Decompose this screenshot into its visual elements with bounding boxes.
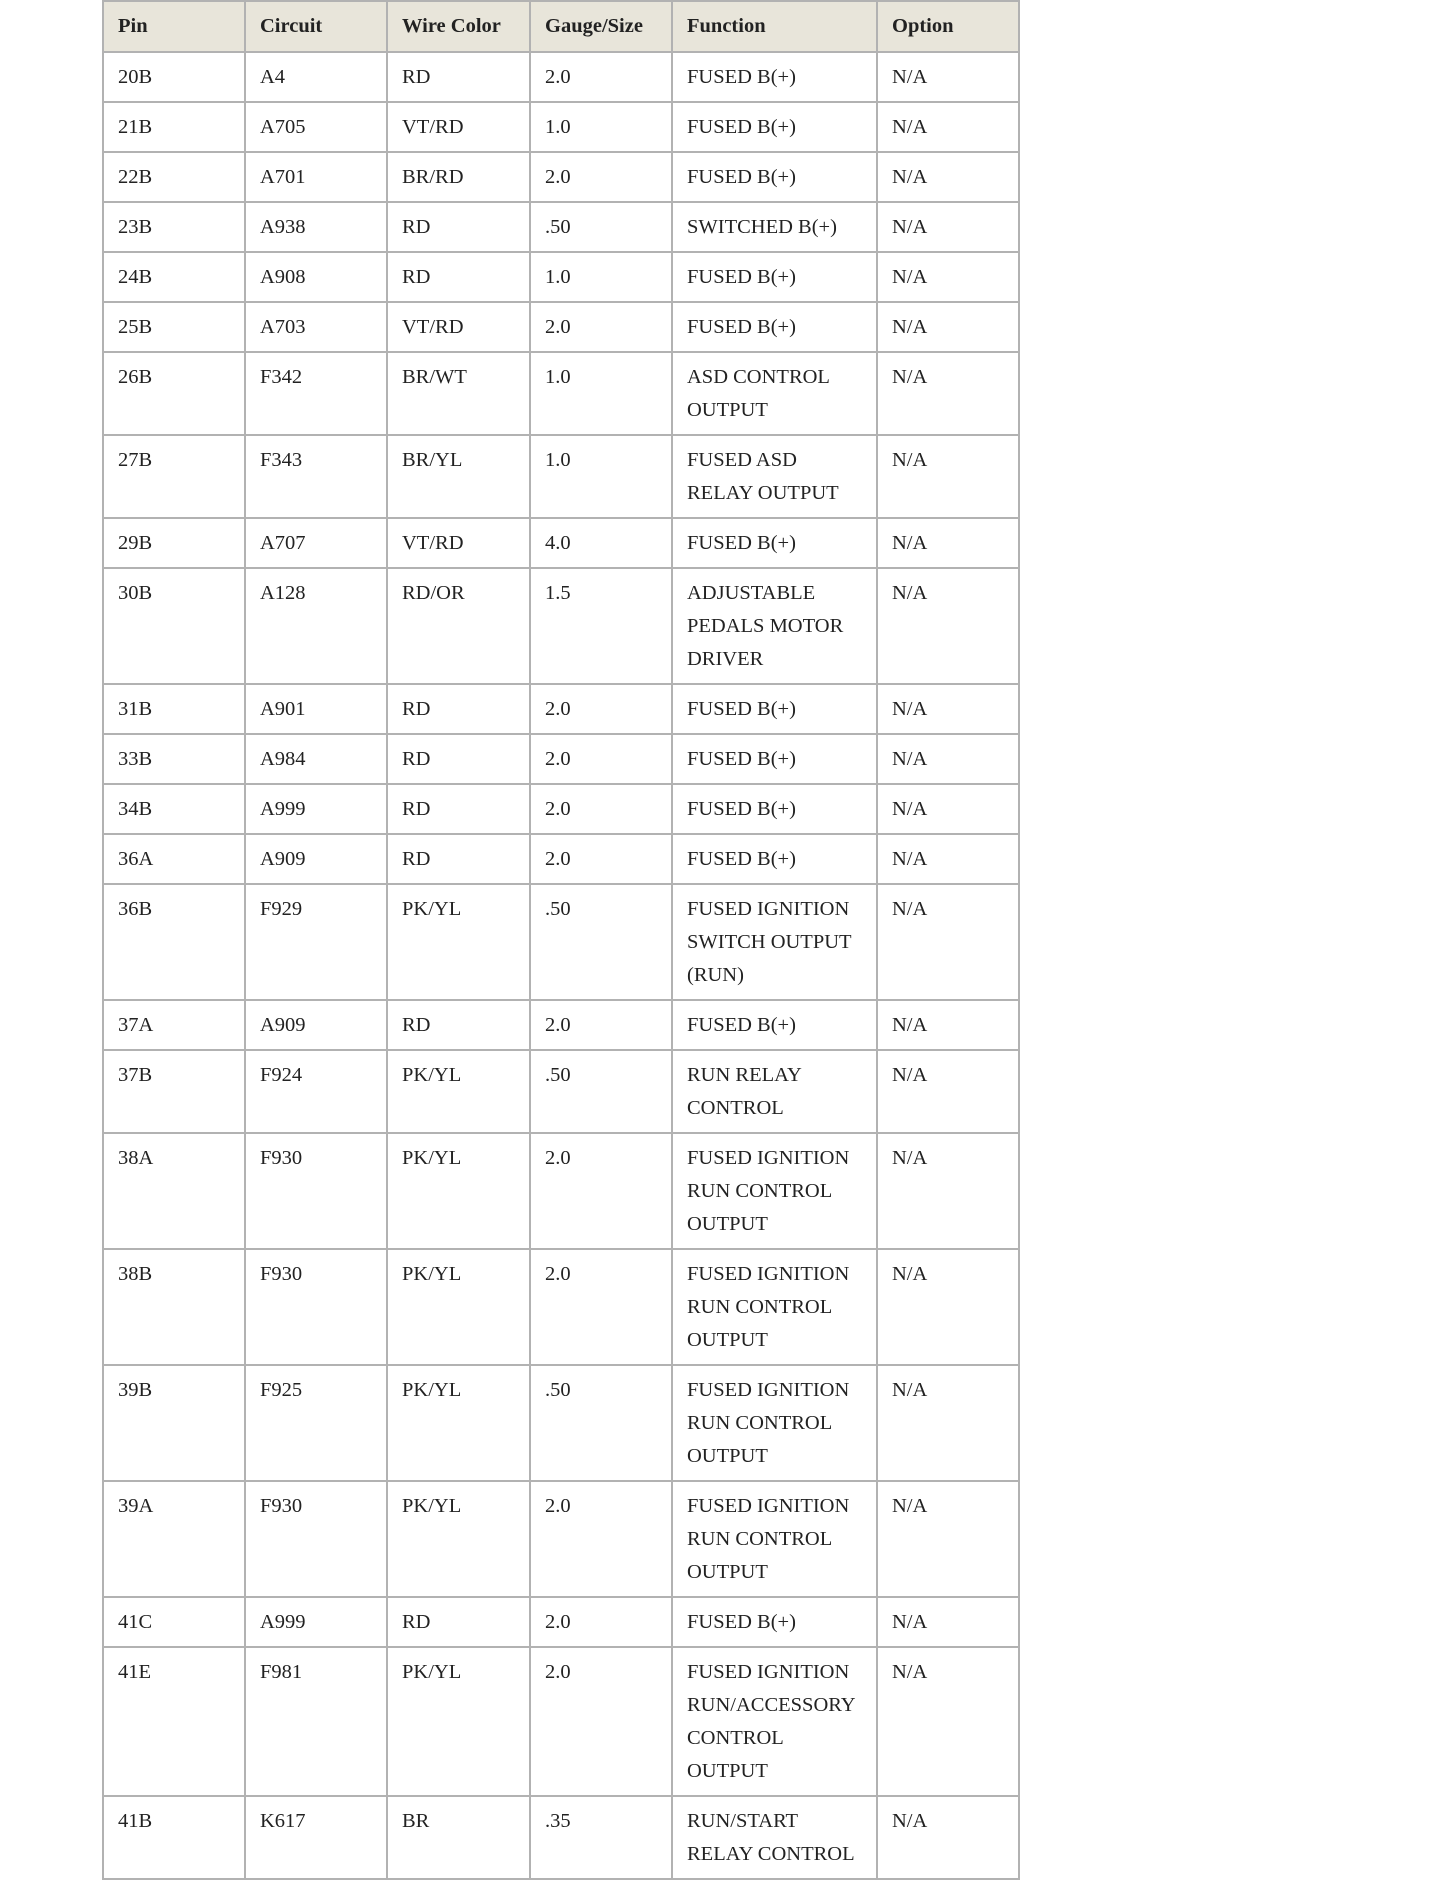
cell-function: FUSED IGNITION RUN CONTROL OUTPUT (672, 1481, 877, 1597)
header-function: Function (672, 1, 877, 52)
cell-function: FUSED B(+) (672, 252, 877, 302)
cell-circuit: A701 (245, 152, 387, 202)
cell-circuit: A909 (245, 1000, 387, 1050)
table-header (103, 1, 1019, 52)
cell-gauge-size: 1.5 (530, 568, 672, 684)
cell-option: N/A (877, 1796, 1019, 1879)
table-row (103, 1597, 1019, 1647)
table-row (103, 1133, 1019, 1249)
cell-wire-color: RD (387, 202, 530, 252)
cell-circuit: F342 (245, 352, 387, 435)
cell-gauge-size: 2.0 (530, 834, 672, 884)
cell-pin: 39A (103, 1481, 245, 1597)
cell-wire-color: PK/YL (387, 1249, 530, 1365)
header-gauge-size: Gauge/Size (530, 1, 672, 52)
table-row (103, 1050, 1019, 1133)
cell-wire-color: RD (387, 834, 530, 884)
cell-function: FUSED B(+) (672, 152, 877, 202)
table-row (103, 202, 1019, 252)
cell-wire-color: BR/RD (387, 152, 530, 202)
cell-function: FUSED B(+) (672, 684, 877, 734)
cell-option: N/A (877, 202, 1019, 252)
cell-gauge-size: .50 (530, 1050, 672, 1133)
cell-option: N/A (877, 1481, 1019, 1597)
cell-option: N/A (877, 1050, 1019, 1133)
cell-option: N/A (877, 302, 1019, 352)
cell-circuit: A901 (245, 684, 387, 734)
connector-pinout-table (102, 0, 1020, 1880)
cell-pin: 37A (103, 1000, 245, 1050)
cell-circuit: F930 (245, 1481, 387, 1597)
cell-circuit: F981 (245, 1647, 387, 1796)
header-wire-color: Wire Color (387, 1, 530, 52)
cell-pin: 20B (103, 52, 245, 102)
cell-option: N/A (877, 1000, 1019, 1050)
cell-gauge-size: 1.0 (530, 352, 672, 435)
cell-pin: 41E (103, 1647, 245, 1796)
cell-function: ADJUSTABLE PEDALS MOTOR DRIVER (672, 568, 877, 684)
cell-wire-color: BR (387, 1796, 530, 1879)
cell-wire-color: PK/YL (387, 1133, 530, 1249)
cell-pin: 27B (103, 435, 245, 518)
cell-function: FUSED IGNITION RUN/ACCESSORY CONTROL OUTPUT (672, 1647, 877, 1796)
cell-function: FUSED B(+) (672, 734, 877, 784)
cell-wire-color: RD (387, 52, 530, 102)
cell-function: FUSED B(+) (672, 52, 877, 102)
cell-wire-color: BR/WT (387, 352, 530, 435)
cell-function: FUSED B(+) (672, 1000, 877, 1050)
cell-circuit: K617 (245, 1796, 387, 1879)
cell-option: N/A (877, 734, 1019, 784)
cell-wire-color: RD/OR (387, 568, 530, 684)
cell-pin: 38B (103, 1249, 245, 1365)
table-row (103, 52, 1019, 102)
cell-pin: 36B (103, 884, 245, 1000)
cell-circuit: A705 (245, 102, 387, 152)
cell-circuit: A999 (245, 1597, 387, 1647)
cell-option: N/A (877, 884, 1019, 1000)
cell-function: FUSED IGNITION RUN CONTROL OUTPUT (672, 1365, 877, 1481)
cell-gauge-size: 2.0 (530, 1133, 672, 1249)
table-row (103, 1796, 1019, 1879)
cell-wire-color: PK/YL (387, 1365, 530, 1481)
cell-circuit: F929 (245, 884, 387, 1000)
connector-pinout-table-container (102, 0, 1018, 1880)
cell-option: N/A (877, 1365, 1019, 1481)
cell-pin: 23B (103, 202, 245, 252)
table-row (103, 784, 1019, 834)
cell-option: N/A (877, 102, 1019, 152)
cell-gauge-size: 1.0 (530, 435, 672, 518)
cell-option: N/A (877, 518, 1019, 568)
table-row (103, 152, 1019, 202)
cell-function: FUSED B(+) (672, 102, 877, 152)
cell-circuit: A909 (245, 834, 387, 884)
cell-wire-color: PK/YL (387, 1481, 530, 1597)
cell-pin: 25B (103, 302, 245, 352)
cell-wire-color: RD (387, 684, 530, 734)
cell-pin: 26B (103, 352, 245, 435)
table-body (103, 52, 1019, 1879)
cell-pin: 41B (103, 1796, 245, 1879)
cell-pin: 37B (103, 1050, 245, 1133)
table-row (103, 1000, 1019, 1050)
cell-circuit: A707 (245, 518, 387, 568)
table-row (103, 1647, 1019, 1796)
cell-wire-color: PK/YL (387, 1050, 530, 1133)
cell-gauge-size: 1.0 (530, 252, 672, 302)
table-row (103, 252, 1019, 302)
cell-option: N/A (877, 252, 1019, 302)
cell-function: RUN/START RELAY CONTROL (672, 1796, 877, 1879)
cell-wire-color: VT/RD (387, 302, 530, 352)
cell-pin: 29B (103, 518, 245, 568)
cell-option: N/A (877, 435, 1019, 518)
cell-function: FUSED IGNITION RUN CONTROL OUTPUT (672, 1133, 877, 1249)
table-row (103, 352, 1019, 435)
cell-option: N/A (877, 1249, 1019, 1365)
cell-pin: 21B (103, 102, 245, 152)
cell-pin: 33B (103, 734, 245, 784)
cell-function: FUSED B(+) (672, 518, 877, 568)
table-row (103, 102, 1019, 152)
table-row (103, 518, 1019, 568)
cell-pin: 30B (103, 568, 245, 684)
table-row (103, 884, 1019, 1000)
table-header-row (103, 1, 1019, 52)
cell-wire-color: RD (387, 784, 530, 834)
cell-gauge-size: 2.0 (530, 784, 672, 834)
table-row (103, 734, 1019, 784)
cell-function: FUSED B(+) (672, 834, 877, 884)
cell-wire-color: PK/YL (387, 1647, 530, 1796)
cell-pin: 24B (103, 252, 245, 302)
cell-circuit: A128 (245, 568, 387, 684)
cell-option: N/A (877, 834, 1019, 884)
cell-gauge-size: 4.0 (530, 518, 672, 568)
cell-gauge-size: 2.0 (530, 1000, 672, 1050)
cell-gauge-size: 1.0 (530, 102, 672, 152)
cell-option: N/A (877, 152, 1019, 202)
cell-pin: 22B (103, 152, 245, 202)
cell-pin: 34B (103, 784, 245, 834)
cell-option: N/A (877, 52, 1019, 102)
table-row (103, 568, 1019, 684)
cell-pin: 39B (103, 1365, 245, 1481)
cell-gauge-size: 2.0 (530, 1249, 672, 1365)
cell-wire-color: RD (387, 1597, 530, 1647)
cell-wire-color: PK/YL (387, 884, 530, 1000)
cell-function: FUSED ASD RELAY OUTPUT (672, 435, 877, 518)
cell-circuit: A703 (245, 302, 387, 352)
table-row (103, 1249, 1019, 1365)
cell-function: FUSED B(+) (672, 302, 877, 352)
cell-circuit: A999 (245, 784, 387, 834)
cell-wire-color: RD (387, 252, 530, 302)
cell-gauge-size: .50 (530, 1365, 672, 1481)
cell-gauge-size: 2.0 (530, 1481, 672, 1597)
header-pin: Pin (103, 1, 245, 52)
cell-gauge-size: .50 (530, 884, 672, 1000)
cell-wire-color: VT/RD (387, 518, 530, 568)
cell-gauge-size: 2.0 (530, 152, 672, 202)
cell-function: FUSED IGNITION RUN CONTROL OUTPUT (672, 1249, 877, 1365)
cell-function: FUSED B(+) (672, 784, 877, 834)
cell-function: SWITCHED B(+) (672, 202, 877, 252)
header-circuit: Circuit (245, 1, 387, 52)
cell-option: N/A (877, 784, 1019, 834)
table-row (103, 435, 1019, 518)
cell-gauge-size: .35 (530, 1796, 672, 1879)
cell-circuit: F924 (245, 1050, 387, 1133)
cell-function: FUSED B(+) (672, 1597, 877, 1647)
cell-gauge-size: .50 (530, 202, 672, 252)
header-option: Option (877, 1, 1019, 52)
cell-gauge-size: 2.0 (530, 684, 672, 734)
cell-circuit: F930 (245, 1249, 387, 1365)
cell-pin: 36A (103, 834, 245, 884)
cell-option: N/A (877, 568, 1019, 684)
cell-pin: 38A (103, 1133, 245, 1249)
cell-gauge-size: 2.0 (530, 1597, 672, 1647)
table-row (103, 834, 1019, 884)
cell-circuit: F343 (245, 435, 387, 518)
cell-gauge-size: 2.0 (530, 302, 672, 352)
table-row (103, 1365, 1019, 1481)
table-row (103, 302, 1019, 352)
cell-wire-color: RD (387, 734, 530, 784)
cell-option: N/A (877, 684, 1019, 734)
cell-pin: 41C (103, 1597, 245, 1647)
cell-wire-color: BR/YL (387, 435, 530, 518)
cell-wire-color: RD (387, 1000, 530, 1050)
table-row (103, 1481, 1019, 1597)
table-row (103, 684, 1019, 734)
cell-gauge-size: 2.0 (530, 52, 672, 102)
cell-option: N/A (877, 1597, 1019, 1647)
cell-gauge-size: 2.0 (530, 1647, 672, 1796)
cell-function: RUN RELAY CONTROL (672, 1050, 877, 1133)
cell-gauge-size: 2.0 (530, 734, 672, 784)
cell-circuit: A4 (245, 52, 387, 102)
cell-circuit: F925 (245, 1365, 387, 1481)
cell-circuit: A984 (245, 734, 387, 784)
cell-option: N/A (877, 1133, 1019, 1249)
cell-function: ASD CONTROL OUTPUT (672, 352, 877, 435)
cell-function: FUSED IGNITION SWITCH OUTPUT (RUN) (672, 884, 877, 1000)
cell-option: N/A (877, 352, 1019, 435)
cell-wire-color: VT/RD (387, 102, 530, 152)
cell-circuit: F930 (245, 1133, 387, 1249)
cell-option: N/A (877, 1647, 1019, 1796)
cell-circuit: A908 (245, 252, 387, 302)
cell-pin: 31B (103, 684, 245, 734)
cell-circuit: A938 (245, 202, 387, 252)
